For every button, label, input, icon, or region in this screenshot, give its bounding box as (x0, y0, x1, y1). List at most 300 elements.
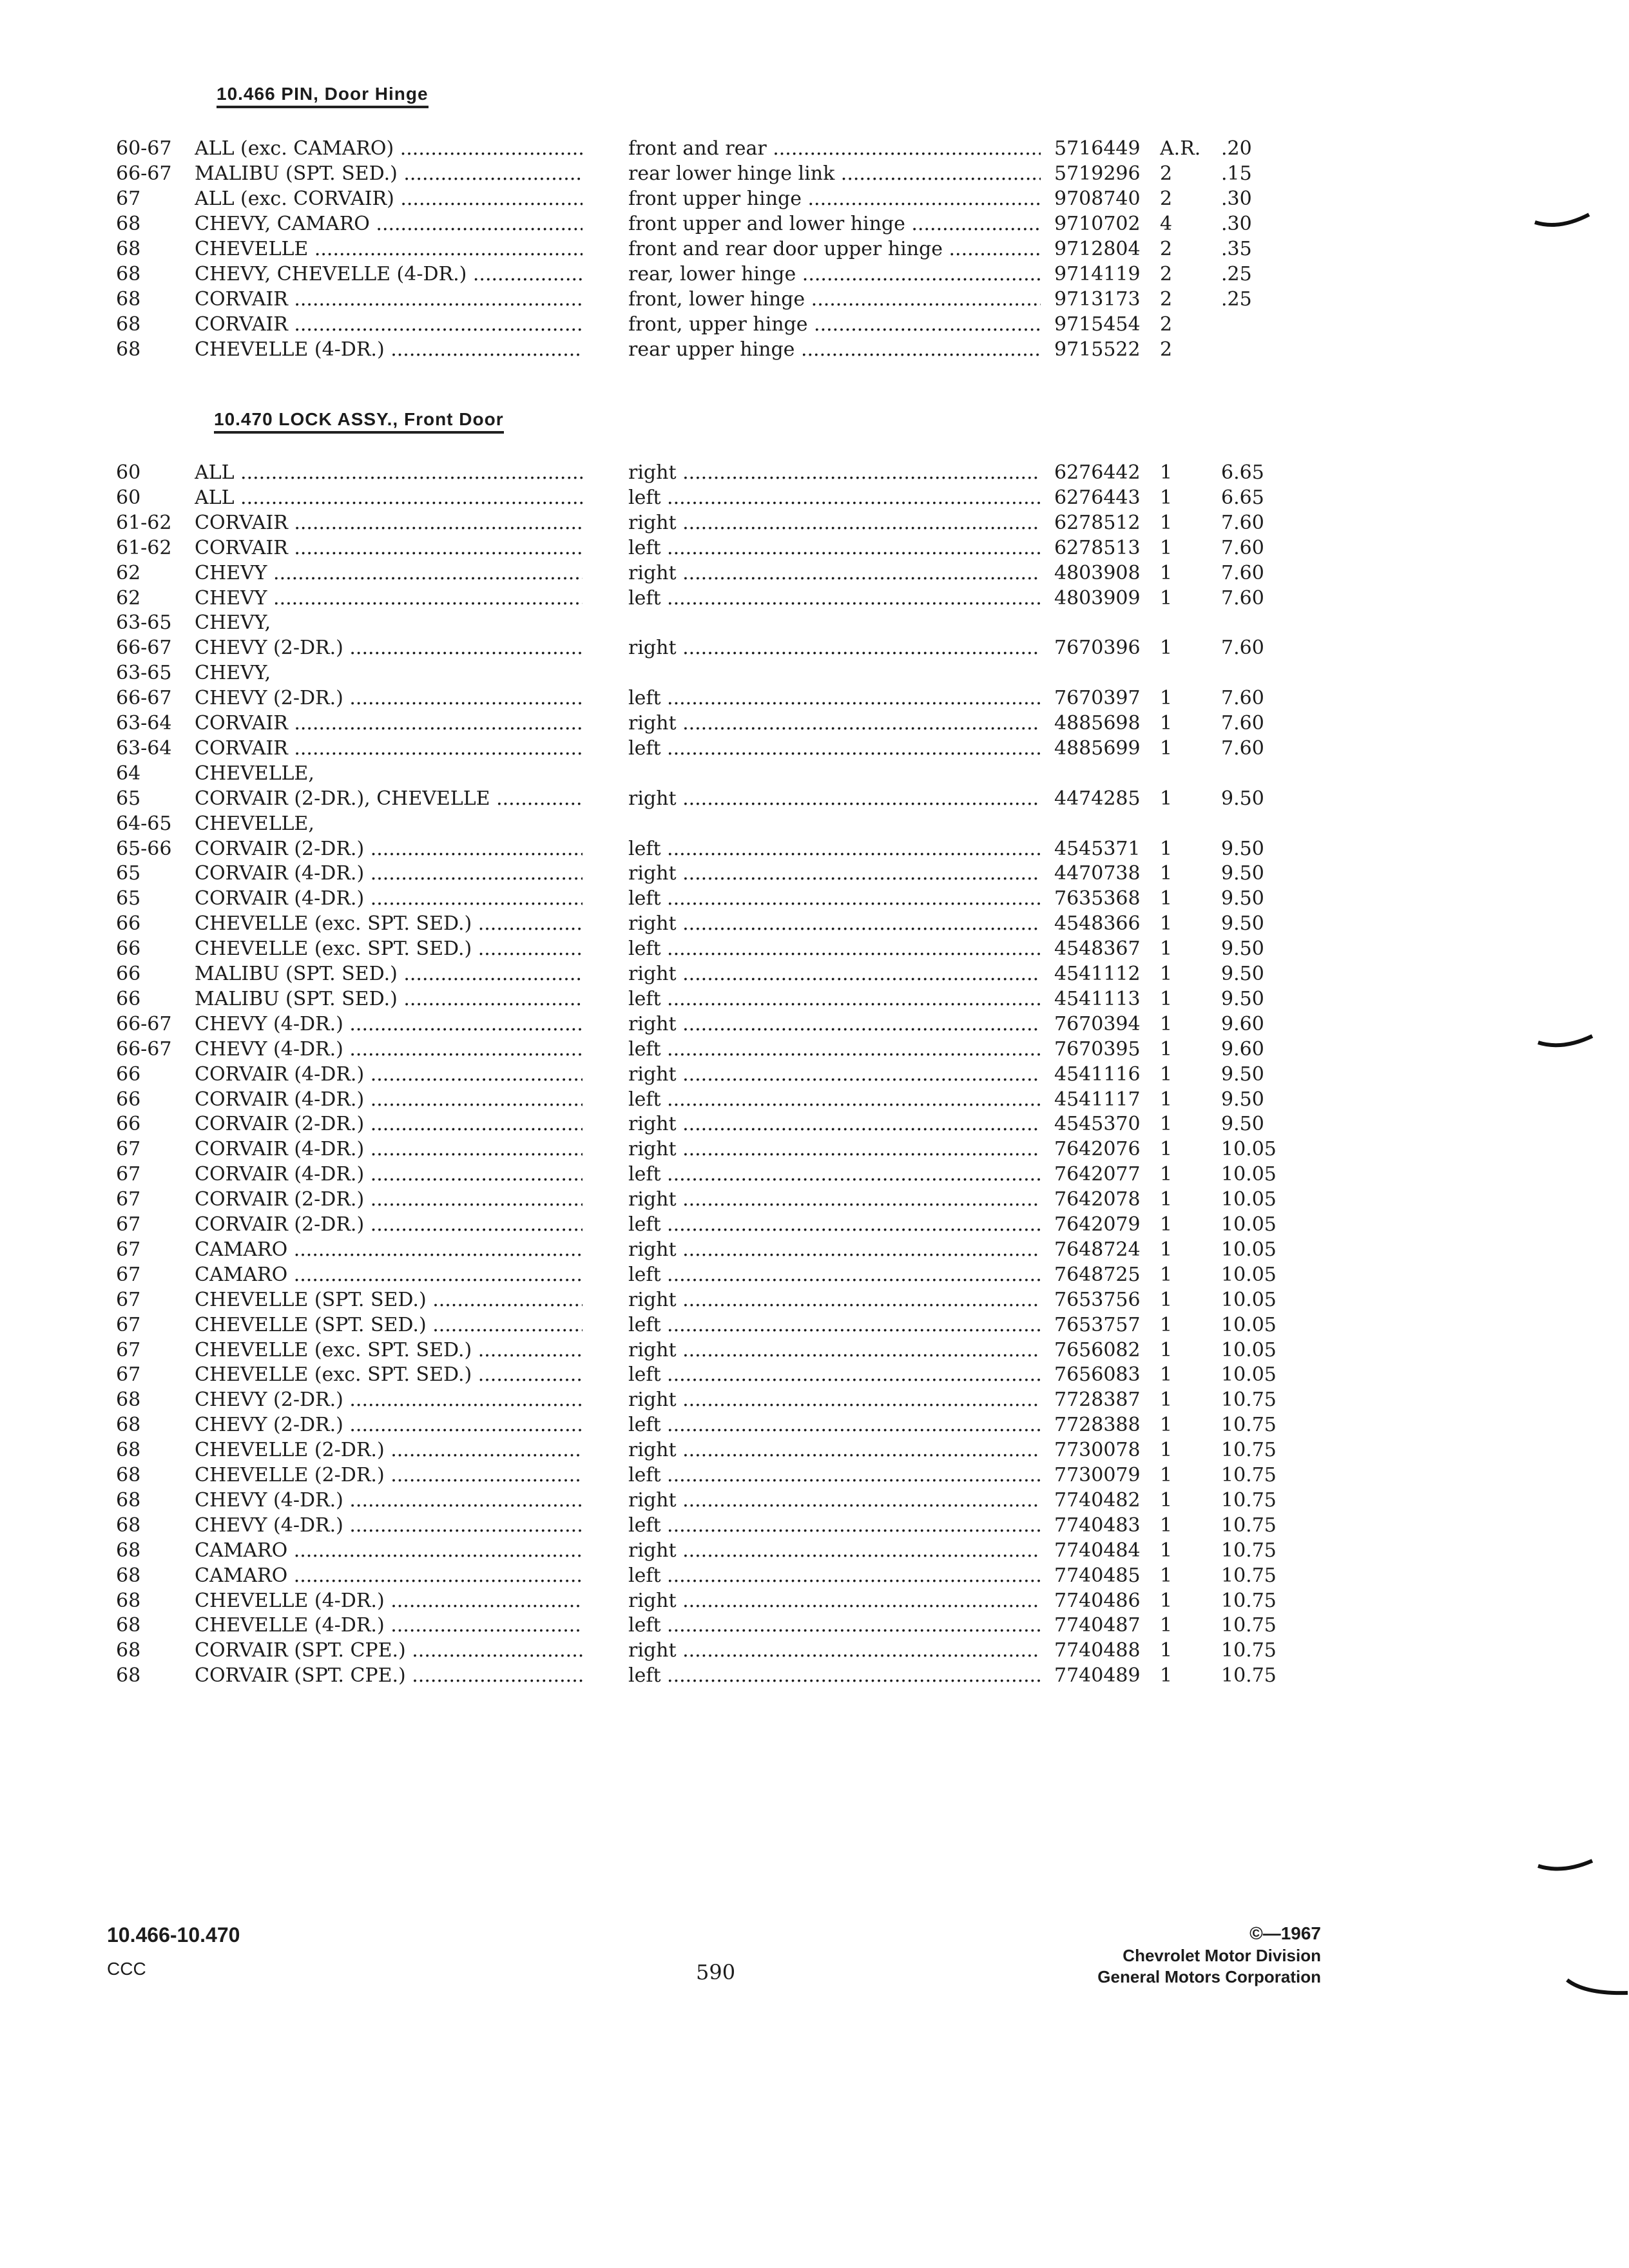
table-row (0, 637, 1629, 661)
location-cell: left ..... (628, 1264, 1041, 1286)
year-cell: 65 (116, 862, 141, 885)
year-cell: 60 (116, 486, 141, 509)
table-row (0, 1514, 1629, 1539)
table-row (0, 1113, 1629, 1137)
model-cell: CORVAIR ..... (195, 288, 583, 311)
price-cell: 10.05 (1221, 1163, 1277, 1186)
table-row (0, 562, 1629, 586)
quantity-cell: 1 (1160, 1488, 1173, 1512)
year-cell: 66 (116, 963, 141, 985)
part-number-cell: 6278512 (1054, 511, 1141, 534)
model-cell: CORVAIR (2-DR.) ..... (195, 1188, 583, 1211)
quantity-cell: 1 (1160, 1213, 1173, 1236)
quantity-cell: 1 (1160, 912, 1173, 936)
year-cell: 63-65 (116, 662, 172, 685)
location-cell: left ..... (628, 1564, 1041, 1587)
table-row (0, 662, 1629, 686)
quantity-cell: 2 (1160, 338, 1173, 361)
model-cell: CORVAIR (2-DR.) ..... (195, 1213, 583, 1236)
price-cell: .20 (1221, 137, 1252, 160)
table-row (0, 1314, 1629, 1338)
price-cell: 9.50 (1221, 912, 1264, 936)
location-cell: right ..... (628, 1639, 1041, 1662)
year-cell: 66-67 (116, 637, 172, 660)
year-cell: 63-64 (116, 736, 172, 760)
part-number-cell: 4541112 (1054, 963, 1141, 985)
quantity-cell: 1 (1160, 787, 1173, 810)
table-row (0, 1188, 1629, 1213)
table-row (0, 1138, 1629, 1162)
table-row (0, 288, 1629, 312)
model-cell: CHEVY ..... (195, 587, 583, 610)
year-cell: 67 (116, 1263, 141, 1286)
price-cell: 10.75 (1221, 1564, 1277, 1587)
price-cell: 7.60 (1221, 586, 1264, 610)
year-cell: 67 (116, 1213, 141, 1236)
part-number-cell: 9710702 (1054, 213, 1141, 235)
table-row (0, 1539, 1629, 1564)
model-cell: CHEVELLE, (195, 812, 314, 835)
model-cell: CHEVELLE (exc. SPT. SED.) ..... (195, 937, 583, 960)
part-number-cell: 4803909 (1054, 586, 1141, 610)
price-cell: 9.50 (1221, 862, 1264, 885)
location-cell: left ..... (628, 1514, 1041, 1537)
table-row (0, 862, 1629, 887)
scan-edge-mark (1534, 209, 1592, 235)
table-row (0, 963, 1629, 987)
location-cell: right ..... (628, 963, 1041, 985)
part-number-cell: 7670395 (1054, 1037, 1141, 1061)
quantity-cell: 1 (1160, 1138, 1173, 1161)
footer-corporation: General Motors Corporation (1097, 1967, 1321, 1986)
location-cell: left ..... (628, 988, 1041, 1010)
model-cell: CAMARO ..... (195, 1238, 583, 1261)
model-cell: CHEVELLE (SPT. SED.) ..... (195, 1289, 583, 1311)
location-cell: rear, lower hinge ..... (628, 263, 1041, 285)
price-cell: 10.05 (1221, 1138, 1277, 1161)
model-cell: CORVAIR (4-DR.) ..... (195, 1088, 583, 1111)
scan-edge-mark (1537, 1856, 1595, 1881)
table-row (0, 263, 1629, 287)
price-cell: 10.05 (1221, 1338, 1277, 1361)
location-cell: left ..... (628, 1614, 1041, 1637)
price-cell: 7.60 (1221, 637, 1264, 660)
table-row (0, 587, 1629, 611)
table-row (0, 787, 1629, 812)
price-cell: 7.60 (1221, 712, 1264, 735)
price-cell: 7.60 (1221, 511, 1264, 534)
part-number-cell: 4885698 (1054, 712, 1141, 735)
table-row (0, 1038, 1629, 1062)
year-cell: 68 (116, 1389, 141, 1412)
year-cell: 64-65 (116, 812, 172, 835)
year-cell: 66 (116, 987, 141, 1010)
year-cell: 67 (116, 1363, 141, 1387)
location-cell: rear upper hinge ..... (628, 338, 1041, 361)
price-cell: 10.05 (1221, 1188, 1277, 1211)
price-cell: 10.75 (1221, 1639, 1277, 1662)
model-cell: ALL ..... (195, 461, 583, 484)
location-cell: front upper and lower hinge ..... (628, 213, 1041, 235)
quantity-cell: 4 (1160, 213, 1173, 235)
table-row (0, 1439, 1629, 1463)
quantity-cell: 2 (1160, 313, 1173, 336)
model-cell: MALIBU (SPT. SED.) ..... (195, 963, 583, 985)
location-cell: right ..... (628, 1138, 1041, 1160)
model-cell: CHEVY (4-DR.) ..... (195, 1038, 583, 1061)
part-number-cell: 7648724 (1054, 1238, 1141, 1261)
quantity-cell: 1 (1160, 637, 1173, 660)
part-number-cell: 7740485 (1054, 1564, 1141, 1587)
table-row (0, 611, 1629, 636)
quantity-cell: 1 (1160, 837, 1173, 860)
price-cell: 10.75 (1221, 1464, 1277, 1486)
table-row (0, 1088, 1629, 1113)
location-cell: front upper hinge ..... (628, 187, 1041, 210)
price-cell: 9.50 (1221, 963, 1264, 985)
table-row (0, 1664, 1629, 1689)
price-cell: 9.50 (1221, 1088, 1264, 1111)
model-cell: CORVAIR ..... (195, 737, 583, 760)
model-cell: CHEVY (2-DR.) ..... (195, 1414, 583, 1436)
model-cell: CORVAIR (4-DR.) ..... (195, 862, 583, 885)
location-cell: right ..... (628, 1063, 1041, 1086)
footer-code: CCC (107, 1959, 146, 1979)
year-cell: 68 (116, 288, 141, 311)
quantity-cell: 1 (1160, 687, 1173, 710)
part-number-cell: 7670397 (1054, 687, 1141, 710)
year-cell: 62 (116, 586, 141, 610)
year-cell: 68 (116, 1488, 141, 1512)
model-cell: CHEVY (2-DR.) ..... (195, 637, 583, 659)
price-cell: 9.60 (1221, 1037, 1264, 1061)
quantity-cell: 1 (1160, 1313, 1173, 1336)
table-row (0, 762, 1629, 787)
quantity-cell: 1 (1160, 536, 1173, 559)
model-cell: CHEVY, CHEVELLE (4-DR.) ..... (195, 263, 583, 285)
price-cell: .30 (1221, 213, 1252, 235)
part-number-cell: 7728387 (1054, 1389, 1141, 1412)
quantity-cell: 1 (1160, 486, 1173, 509)
quantity-cell: 1 (1160, 1188, 1173, 1211)
location-cell: front, lower hinge ..... (628, 288, 1041, 311)
location-cell: left ..... (628, 887, 1041, 910)
table-row (0, 213, 1629, 237)
part-number-cell: 4541116 (1054, 1062, 1141, 1086)
quantity-cell: 1 (1160, 1564, 1173, 1587)
part-number-cell: 7670394 (1054, 1012, 1141, 1035)
section-heading-pin-door-hinge: 10.466 PIN, Door Hinge (217, 84, 429, 108)
table-row (0, 887, 1629, 912)
footer-division: Chevrolet Motor Division (1123, 1946, 1321, 1965)
part-number-cell: 7642079 (1054, 1213, 1141, 1236)
model-cell: CHEVY, (195, 611, 271, 635)
location-cell: right ..... (628, 1389, 1041, 1411)
year-cell: 67 (116, 1288, 141, 1311)
price-cell: 10.75 (1221, 1488, 1277, 1512)
year-cell: 68 (116, 1514, 141, 1537)
model-cell: ALL (exc. CORVAIR) ..... (195, 187, 583, 210)
table-row (0, 937, 1629, 962)
location-cell: right ..... (628, 461, 1041, 484)
model-cell: CHEVY (4-DR.) ..... (195, 1013, 583, 1035)
part-number-cell: 7635368 (1054, 887, 1141, 910)
model-cell: CHEVELLE (4-DR.) ..... (195, 1614, 583, 1637)
table-row (0, 1363, 1629, 1388)
model-cell: MALIBU (SPT. SED.) ..... (195, 162, 583, 185)
price-cell: 10.75 (1221, 1414, 1277, 1437)
price-cell: 10.05 (1221, 1263, 1277, 1286)
table-row (0, 1289, 1629, 1313)
year-cell: 60-67 (116, 137, 172, 160)
part-number-cell: 4541117 (1054, 1088, 1141, 1111)
model-cell: CAMARO ..... (195, 1564, 583, 1587)
model-cell: CORVAIR (4-DR.) ..... (195, 887, 583, 910)
model-cell: CHEVY ..... (195, 562, 583, 584)
quantity-cell: 1 (1160, 937, 1173, 961)
quantity-cell: 1 (1160, 736, 1173, 760)
part-number-cell: 4548367 (1054, 937, 1141, 961)
table-row (0, 812, 1629, 837)
table-row (0, 461, 1629, 486)
part-number-cell: 7740489 (1054, 1664, 1141, 1687)
part-number-cell: 4541113 (1054, 987, 1141, 1010)
table-row (0, 1339, 1629, 1363)
quantity-cell: 1 (1160, 1389, 1173, 1412)
year-cell: 67 (116, 1338, 141, 1361)
location-cell: left ..... (628, 1314, 1041, 1336)
table-row (0, 537, 1629, 561)
quantity-cell: 1 (1160, 1589, 1173, 1612)
part-number-cell: 7642078 (1054, 1188, 1141, 1211)
table-row (0, 1264, 1629, 1288)
price-cell: 9.50 (1221, 837, 1264, 860)
model-cell: CHEVY (2-DR.) ..... (195, 687, 583, 709)
part-number-cell: 4545371 (1054, 837, 1141, 860)
price-cell: 10.05 (1221, 1288, 1277, 1311)
quantity-cell: 2 (1160, 187, 1173, 210)
year-cell: 66-67 (116, 687, 172, 710)
model-cell: CHEVELLE (2-DR.) ..... (195, 1464, 583, 1486)
quantity-cell: 1 (1160, 862, 1173, 885)
table-row (0, 1564, 1629, 1589)
model-cell: CORVAIR (4-DR.) ..... (195, 1063, 583, 1086)
model-cell: CORVAIR (2-DR.) ..... (195, 838, 583, 860)
year-cell: 67 (116, 1188, 141, 1211)
part-number-cell: 9714119 (1054, 263, 1141, 285)
part-number-cell: 7642076 (1054, 1138, 1141, 1161)
model-cell: CAMARO ..... (195, 1539, 583, 1562)
table-row (0, 137, 1629, 162)
quantity-cell: 1 (1160, 1414, 1173, 1437)
year-cell: 66-67 (116, 1012, 172, 1035)
year-cell: 68 (116, 1639, 141, 1662)
location-cell: right ..... (628, 1590, 1041, 1612)
price-cell: 10.75 (1221, 1389, 1277, 1412)
price-cell: 9.50 (1221, 1113, 1264, 1136)
price-cell: 10.75 (1221, 1589, 1277, 1612)
quantity-cell: 1 (1160, 1088, 1173, 1111)
location-cell: right ..... (628, 712, 1041, 735)
quantity-cell: 1 (1160, 1464, 1173, 1486)
scan-edge-mark (1537, 1031, 1595, 1057)
part-number-cell: 6278513 (1054, 536, 1141, 559)
table-row (0, 1464, 1629, 1488)
price-cell: 10.05 (1221, 1238, 1277, 1261)
price-cell: 10.05 (1221, 1213, 1277, 1236)
location-cell: front and rear ..... (628, 137, 1041, 160)
year-cell: 64 (116, 762, 141, 785)
quantity-cell: 1 (1160, 1514, 1173, 1537)
footer-section-range: 10.466-10.470 (107, 1923, 240, 1946)
part-number-cell: 7728388 (1054, 1414, 1141, 1437)
price-cell: 7.60 (1221, 561, 1264, 584)
part-number-cell: 4474285 (1054, 787, 1141, 810)
model-cell: ALL ..... (195, 486, 583, 509)
year-cell: 67 (116, 1138, 141, 1161)
location-cell: left ..... (628, 537, 1041, 559)
quantity-cell: 1 (1160, 1263, 1173, 1286)
location-cell: left ..... (628, 1213, 1041, 1236)
year-cell: 66 (116, 1113, 141, 1136)
year-cell: 60 (116, 461, 141, 484)
price-cell: 10.75 (1221, 1539, 1277, 1562)
price-cell: .25 (1221, 263, 1252, 285)
price-cell: 9.60 (1221, 1012, 1264, 1035)
section-heading-lock-assy-front-door: 10.470 LOCK ASSY., Front Door (214, 409, 504, 434)
year-cell: 63-65 (116, 611, 172, 635)
location-cell: left ..... (628, 1664, 1041, 1687)
model-cell: CORVAIR (4-DR.) ..... (195, 1163, 583, 1186)
table-row (0, 313, 1629, 338)
part-number-cell: 4470738 (1054, 862, 1141, 885)
location-cell: left ..... (628, 1363, 1041, 1386)
part-number-cell: 5719296 (1054, 162, 1141, 185)
quantity-cell: 1 (1160, 1639, 1173, 1662)
location-cell: right ..... (628, 1339, 1041, 1361)
location-cell: right ..... (628, 1188, 1041, 1211)
location-cell: right ..... (628, 912, 1041, 935)
part-number-cell: 7730078 (1054, 1439, 1141, 1462)
model-cell: CHEVELLE (4-DR.) ..... (195, 1590, 583, 1612)
location-cell: right ..... (628, 862, 1041, 885)
location-cell: right ..... (628, 1013, 1041, 1035)
location-cell: left ..... (628, 838, 1041, 860)
table-row (0, 187, 1629, 212)
price-cell: 10.05 (1221, 1363, 1277, 1387)
table-row (0, 1639, 1629, 1664)
year-cell: 67 (116, 1238, 141, 1261)
location-cell: left ..... (628, 937, 1041, 960)
table-row (0, 737, 1629, 762)
model-cell: CAMARO ..... (195, 1264, 583, 1286)
quantity-cell: A.R. (1160, 137, 1201, 160)
part-number-cell: 9715454 (1054, 313, 1141, 336)
model-cell: CHEVY (2-DR.) ..... (195, 1389, 583, 1411)
part-number-cell: 7653757 (1054, 1313, 1141, 1336)
location-cell: front, upper hinge ..... (628, 313, 1041, 336)
price-cell: 7.60 (1221, 736, 1264, 760)
table-row (0, 1213, 1629, 1238)
quantity-cell: 1 (1160, 1338, 1173, 1361)
part-number-cell: 9715522 (1054, 338, 1141, 361)
part-number-cell: 7740483 (1054, 1514, 1141, 1537)
price-cell: 9.50 (1221, 887, 1264, 910)
part-number-cell: 7648725 (1054, 1263, 1141, 1286)
part-number-cell: 7740482 (1054, 1488, 1141, 1512)
footer-copyright: ©—1967 (1249, 1923, 1321, 1943)
price-cell: 9.50 (1221, 937, 1264, 961)
price-cell: .15 (1221, 162, 1252, 185)
year-cell: 68 (116, 313, 141, 336)
location-cell: front and rear door upper hinge ..... (628, 238, 1041, 260)
year-cell: 68 (116, 1564, 141, 1587)
year-cell: 68 (116, 1439, 141, 1462)
year-cell: 68 (116, 1664, 141, 1687)
model-cell: CORVAIR ..... (195, 313, 583, 336)
quantity-cell: 2 (1160, 288, 1173, 311)
table-row (0, 1489, 1629, 1514)
quantity-cell: 1 (1160, 1363, 1173, 1387)
quantity-cell: 1 (1160, 1062, 1173, 1086)
quantity-cell: 1 (1160, 1163, 1173, 1186)
location-cell: left ..... (628, 1464, 1041, 1486)
table-row (0, 238, 1629, 262)
year-cell: 65-66 (116, 837, 172, 860)
model-cell: CHEVELLE (exc. SPT. SED.) ..... (195, 1363, 583, 1386)
part-number-cell: 7656082 (1054, 1338, 1141, 1361)
price-cell: 10.75 (1221, 1514, 1277, 1537)
price-cell: 10.75 (1221, 1439, 1277, 1462)
model-cell: CHEVELLE (4-DR.) ..... (195, 338, 583, 361)
table-row (0, 162, 1629, 187)
table-row (0, 1163, 1629, 1187)
table-row (0, 1013, 1629, 1037)
quantity-cell: 1 (1160, 1037, 1173, 1061)
quantity-cell: 1 (1160, 1439, 1173, 1462)
price-cell: 10.75 (1221, 1664, 1277, 1687)
model-cell: CHEVELLE (exc. SPT. SED.) ..... (195, 912, 583, 935)
quantity-cell: 2 (1160, 162, 1173, 185)
table-row (0, 1590, 1629, 1614)
year-cell: 62 (116, 561, 141, 584)
location-cell: right ..... (628, 637, 1041, 659)
price-cell: 7.60 (1221, 687, 1264, 710)
year-cell: 65 (116, 887, 141, 910)
quantity-cell: 1 (1160, 1664, 1173, 1687)
model-cell: CORVAIR ..... (195, 712, 583, 735)
year-cell: 63-64 (116, 712, 172, 735)
model-cell: CORVAIR (SPT. CPE.) ..... (195, 1639, 583, 1662)
year-cell: 68 (116, 1539, 141, 1562)
year-cell: 61-62 (116, 536, 172, 559)
part-number-cell: 9712804 (1054, 238, 1141, 260)
quantity-cell: 1 (1160, 586, 1173, 610)
year-cell: 67 (116, 1313, 141, 1336)
quantity-cell: 1 (1160, 1238, 1173, 1261)
model-cell: CHEVELLE (exc. SPT. SED.) ..... (195, 1339, 583, 1361)
price-cell: 9.50 (1221, 787, 1264, 810)
quantity-cell: 1 (1160, 461, 1173, 484)
quantity-cell: 1 (1160, 963, 1173, 985)
part-number-cell: 7740484 (1054, 1539, 1141, 1562)
model-cell: CHEVY, CAMARO ..... (195, 213, 583, 235)
quantity-cell: 1 (1160, 987, 1173, 1010)
price-cell: .35 (1221, 238, 1252, 260)
year-cell: 68 (116, 263, 141, 285)
part-number-cell: 6276443 (1054, 486, 1141, 509)
table-row (0, 486, 1629, 511)
